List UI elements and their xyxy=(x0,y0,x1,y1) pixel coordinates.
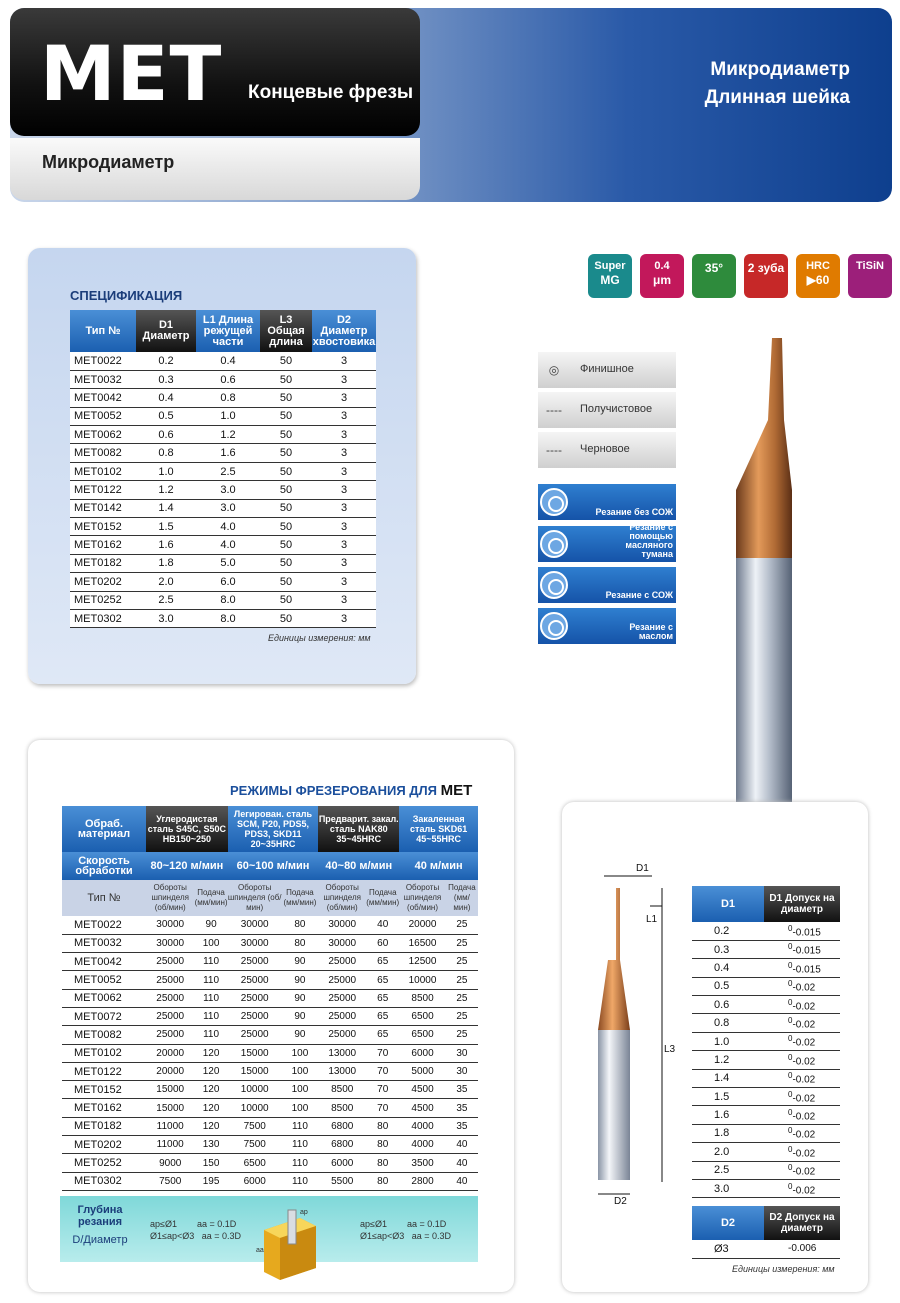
table-row: MET0152 1.5 4.0 50 3 xyxy=(70,518,376,536)
table-row: MET0252 9000 150 6500 110 6000 80 3500 40 xyxy=(62,1154,478,1172)
coolant-oil-row: Резание с маслом xyxy=(538,608,676,644)
flutes-icon: 2 зуба xyxy=(744,254,788,298)
spec-header-d1: D1 Диаметр xyxy=(136,310,196,352)
spec-header-l1: L1 Длина режущей части xyxy=(196,310,260,352)
speed-header: Скорость обработки xyxy=(62,852,146,880)
coolant-icon xyxy=(540,571,568,599)
rpm-header: Обороты шпинделя (об/мин) xyxy=(228,880,282,916)
table-row: 0.2 $^0$-0.015 xyxy=(692,922,840,940)
table-row: MET0182 11000 120 7500 110 6800 80 4000 35 xyxy=(62,1117,478,1135)
spec-header-type: Тип № xyxy=(70,310,136,352)
table-row: MET0122 1.2 3.0 50 3 xyxy=(70,481,376,499)
table-row: MET0182 1.8 5.0 50 3 xyxy=(70,554,376,572)
table-row: MET0052 25000 110 25000 90 25000 65 10000 25 xyxy=(62,971,478,989)
table-row: 2.0 $^0$-0.02 xyxy=(692,1143,840,1161)
table-row: 1.0 $^0$-0.02 xyxy=(692,1032,840,1050)
table-row: MET0302 3.0 8.0 50 3 xyxy=(70,609,376,627)
feed-header: Подача (мм/мин) xyxy=(282,880,319,916)
spec-header-d2: D2 Диаметр хвостовика xyxy=(312,310,376,352)
table-row: 3.0 $^0$-0.02 xyxy=(692,1179,840,1197)
tisin-icon: TiSiN xyxy=(848,254,892,298)
speed-prehardened: 40~80 м/мин xyxy=(318,852,399,880)
material-hardened: Закаленная сталь SKD61 45~55HRC xyxy=(399,806,478,852)
rpm-header: Обороты шпинделя (об/мин) xyxy=(399,880,445,916)
spec-title: СПЕЦИФИКАЦИЯ xyxy=(70,288,183,303)
end-mill-image xyxy=(700,330,830,870)
speed-carbon: 80~120 м/мин xyxy=(146,852,228,880)
coating-thickness-icon: 0.4 μm xyxy=(640,254,684,298)
svg-text:D1: D1 xyxy=(636,863,649,874)
table-row: 1.8 $^0$-0.02 xyxy=(692,1124,840,1142)
table-row: MET0082 0.8 1.6 50 3 xyxy=(70,444,376,462)
coolant-mist-row: Резание с помощью масляного тумана xyxy=(538,526,676,562)
finishing-row: ◎ Финишное xyxy=(538,352,676,388)
feed-header: Подача (мм/мин) xyxy=(194,880,227,916)
coolant-dry-row: Резание без СОЖ xyxy=(538,484,676,520)
table-row: 1.2 $^0$-0.02 xyxy=(692,1051,840,1069)
header-right-title: Микродиаметр Длинная шейка xyxy=(704,59,850,108)
section-title: Микродиаметр xyxy=(42,152,175,172)
spec-units: Единицы измерения: мм xyxy=(268,633,371,643)
roughing-row: ---- Черновое xyxy=(538,432,676,468)
rpm-header: Обороты шпинделя (об/мин) xyxy=(146,880,194,916)
helix-angle-icon: 35° xyxy=(692,254,736,298)
depth-label: Глубина резания D/Диаметр xyxy=(72,1204,128,1246)
logo: MET xyxy=(40,29,223,118)
cutting-title: РЕЖИМЫ ФРЕЗЕРОВАНИЯ ДЛЯ MET xyxy=(230,782,473,799)
table-row: MET0032 30000 100 30000 80 30000 60 16500 25 xyxy=(62,934,478,952)
material-carbon: Углеродистая сталь S45C, S50C HB150~250 xyxy=(146,806,228,852)
table-row: MET0102 20000 120 15000 100 13000 70 6000 30 xyxy=(62,1044,478,1062)
spec-table xyxy=(70,310,376,628)
table-row: MET0302 7500 195 6000 110 5500 80 2800 40 xyxy=(62,1172,478,1190)
table-row: MET0062 25000 110 25000 90 25000 65 8500 25 xyxy=(62,989,478,1007)
oil-mist-icon xyxy=(540,530,568,558)
hrc-icon: HRC ▶60 xyxy=(796,254,840,298)
depth-right-text: ap≤Ø1 aa = 0.1D Ø1≤ap<Ø3 aa = 0.3D xyxy=(360,1219,452,1241)
dry-cutting-icon xyxy=(540,488,568,516)
roughing-icon: ---- xyxy=(546,443,562,457)
super-mg-icon: Super MG xyxy=(588,254,632,298)
table-row: MET0052 0.5 1.0 50 3 xyxy=(70,407,376,425)
spec-header-l3: L3 Общая длина xyxy=(260,310,312,352)
table-row: MET0022 30000 90 30000 80 30000 40 20000 25 xyxy=(62,916,478,934)
d1-tol-header-tol: D1 Допуск на диаметр xyxy=(764,886,840,922)
speed-hardened: 40 м/мин xyxy=(399,852,478,880)
oil-cutting-icon xyxy=(540,612,568,640)
table-row: 2.5 $^0$-0.02 xyxy=(692,1161,840,1179)
semi-finishing-row: ---- Получистовое xyxy=(538,392,676,428)
table-row: 0.6 $^0$-0.02 xyxy=(692,996,840,1014)
table-row: MET0142 1.4 3.0 50 3 xyxy=(70,499,376,517)
d1-tolerance-table xyxy=(692,886,840,1198)
table-row: MET0082 25000 110 25000 90 25000 65 6500 25 xyxy=(62,1026,478,1044)
diagram-units: Единицы измерения: мм xyxy=(732,1264,835,1274)
table-row: 1.5 $^0$-0.02 xyxy=(692,1088,840,1106)
table-row: MET0032 0.3 0.6 50 3 xyxy=(70,370,376,388)
cutting-table xyxy=(62,806,478,1191)
table-row: MET0102 1.0 2.5 50 3 xyxy=(70,462,376,480)
table-row: 0.3 $^0$-0.015 xyxy=(692,940,840,958)
table-row: 1.6 $^0$-0.02 xyxy=(692,1106,840,1124)
material-prehardened: Предварит. закал. сталь NAK80 35~45HRC xyxy=(318,806,399,852)
d2-tol-header-tol: D2 Допуск на диаметр xyxy=(764,1206,840,1240)
header-subtitle: Концевые фрезы xyxy=(248,82,414,103)
coolant-wet-row: Резание с СОЖ xyxy=(538,567,676,603)
d2-tol-header-d2: D2 xyxy=(692,1206,764,1240)
cutting-depth-diagram xyxy=(254,1204,324,1280)
table-row: MET0122 20000 120 15000 100 13000 70 5000 30 xyxy=(62,1062,478,1080)
type-header: Тип № xyxy=(62,880,146,916)
table-row: MET0162 1.6 4.0 50 3 xyxy=(70,536,376,554)
table-row: 1.4 $^0$-0.02 xyxy=(692,1069,840,1087)
table-row: 0.5 $^0$-0.02 xyxy=(692,977,840,995)
table-row: MET0162 15000 120 10000 100 8500 70 4500 35 xyxy=(62,1099,478,1117)
table-row: 0.4 $^0$-0.015 xyxy=(692,959,840,977)
table-row: MET0202 2.0 6.0 50 3 xyxy=(70,573,376,591)
semi-finishing-icon: ---- xyxy=(546,403,562,417)
svg-text:aa: aa xyxy=(256,1247,264,1254)
svg-text:D2: D2 xyxy=(614,1196,627,1206)
table-row: 0.8 $^0$-0.02 xyxy=(692,1014,840,1032)
svg-text:ap: ap xyxy=(300,1209,308,1216)
table-row: MET0022 0.2 0.4 50 3 xyxy=(70,352,376,370)
table-row: MET0202 11000 130 7500 110 6800 80 4000 40 xyxy=(62,1136,478,1154)
table-row: MET0062 0.6 1.2 50 3 xyxy=(70,426,376,444)
d1-tol-header-d1: D1 xyxy=(692,886,764,922)
table-row: MET0042 0.4 0.8 50 3 xyxy=(70,389,376,407)
svg-text:L1: L1 xyxy=(646,914,658,925)
table-row: MET0042 25000 110 25000 90 25000 65 12500 25 xyxy=(62,953,478,971)
depth-left-text: ap≤Ø1 aa = 0.1D Ø1≤ap<Ø3 aa = 0.3D xyxy=(150,1219,242,1241)
material-header: Обраб. материал xyxy=(62,806,146,852)
feed-header: Подача (мм/мин) xyxy=(366,880,399,916)
speed-alloy: 60~100 м/мин xyxy=(228,852,318,880)
material-alloy: Легирован. сталь SCM, P20, PDS5, PDS3, SKD11 20~35HRC xyxy=(228,806,318,852)
finishing-icon: ◎ xyxy=(548,363,560,377)
svg-text:L3: L3 xyxy=(664,1044,676,1055)
d2-tolerance-table xyxy=(692,1206,840,1259)
table-row: MET0072 25000 110 25000 90 25000 65 6500 25 xyxy=(62,1007,478,1025)
table-row: MET0152 15000 120 10000 100 8500 70 4500 35 xyxy=(62,1081,478,1099)
table-row: Ø3 -0.006 xyxy=(692,1240,840,1258)
dimension-drawing xyxy=(590,860,690,1206)
table-row: MET0252 2.5 8.0 50 3 xyxy=(70,591,376,609)
rpm-header: Обороты шпинделя (об/мин) xyxy=(318,880,366,916)
feed-header: Подача (мм/мин) xyxy=(446,880,478,916)
